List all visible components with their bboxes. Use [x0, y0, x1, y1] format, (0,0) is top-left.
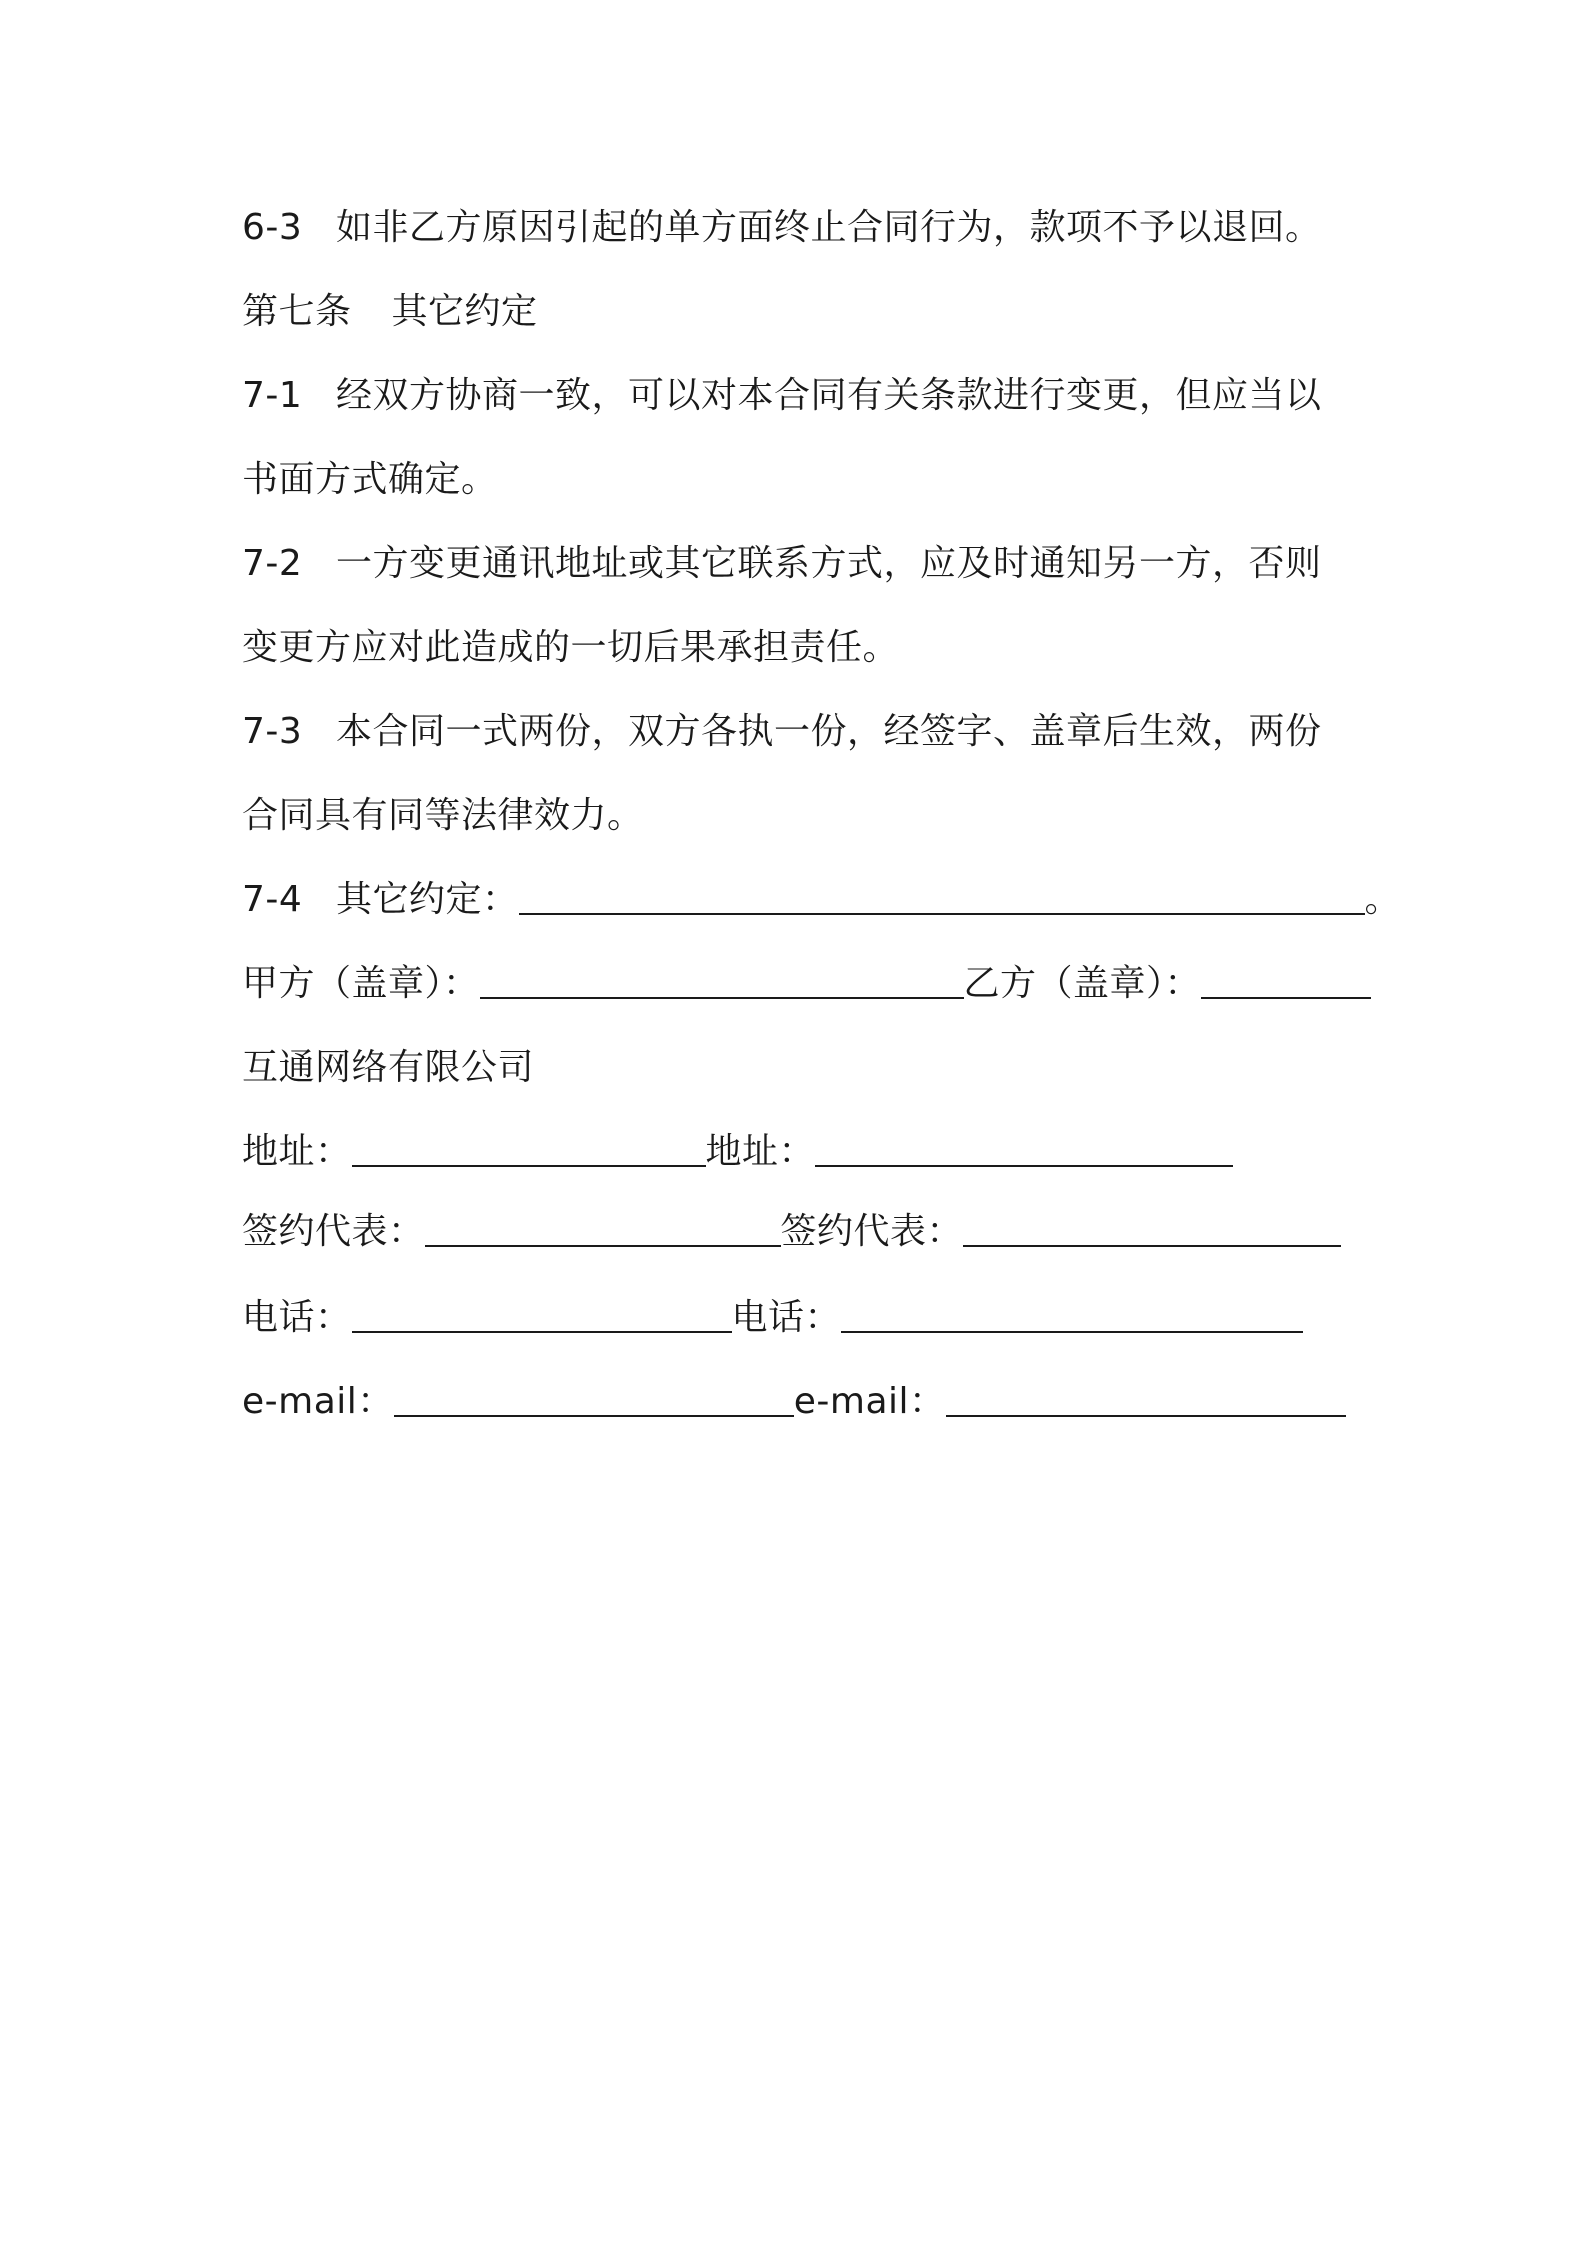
party-a-phone-label: 电话： [242, 1297, 352, 1338]
party-b-email-blank[interactable] [946, 1385, 1346, 1417]
phone-row [242, 1296, 1303, 1340]
email-row [242, 1380, 1346, 1424]
party-b-address-label: 地址： [705, 1131, 816, 1172]
party-a-phone-blank[interactable] [352, 1301, 732, 1333]
clause-7-4 [242, 878, 1401, 922]
party-a-rep-label: 签约代表： [242, 1211, 425, 1252]
clause-text: 经双方协商一致，可以对本合同有关条款进行变更，但应当以 [336, 375, 1322, 416]
party-b-stamp-blank[interactable] [1201, 967, 1371, 999]
clause-7-1-line1 [242, 374, 1322, 418]
clause-number: 6-3 [242, 207, 303, 248]
clause-7-3-line2 [242, 794, 644, 838]
address-row [242, 1130, 1233, 1174]
clause-7-1-line2 [242, 458, 498, 502]
party-a-rep-blank[interactable] [425, 1215, 781, 1247]
clause-7-3-line1 [242, 710, 1322, 754]
clause-number: 7-1 [242, 375, 303, 416]
party-a-stamp-blank[interactable] [480, 967, 964, 999]
company-name-row [242, 1046, 534, 1090]
clause-text: 一方变更通讯地址或其它联系方式，应及时通知另一方，否则 [336, 543, 1322, 584]
clause-7-2-line1 [242, 542, 1322, 586]
representative-row [242, 1210, 1341, 1254]
party-a-company-name: 互通网络有限公司 [242, 1047, 535, 1088]
clause-text: 本合同一式两份，双方各执一份，经签字、盖章后生效，两份 [336, 711, 1322, 752]
article-7-heading [242, 290, 538, 334]
clause-number: 7-3 [242, 711, 303, 752]
party-b-stamp-label: 乙方（盖章）： [963, 963, 1202, 1004]
party-b-email-label: e-mail： [793, 1381, 946, 1422]
party-b-phone-label: 电话： [731, 1297, 842, 1338]
party-b-address-blank[interactable] [815, 1135, 1233, 1167]
clause-7-2-line2 [242, 626, 899, 670]
clause-number: 7-2 [242, 543, 303, 584]
other-agreement-blank[interactable] [519, 883, 1365, 915]
party-a-address-blank[interactable] [352, 1135, 706, 1167]
party-b-rep-label: 签约代表： [780, 1211, 964, 1252]
party-a-email-blank[interactable] [394, 1385, 794, 1417]
party-a-address-label: 地址： [242, 1131, 352, 1172]
clause-6-3 [242, 206, 1322, 250]
party-b-rep-blank[interactable] [963, 1215, 1341, 1247]
clause-text: 变更方应对此造成的一切后果承担责任。 [242, 627, 900, 668]
clause-end-mark: 。 [1364, 879, 1402, 920]
other-agreement-label: 其它约定： [336, 879, 519, 920]
party-stamp-row [242, 962, 1371, 1006]
clause-text: 合同具有同等法律效力。 [242, 795, 644, 836]
article-title: 其它约定 [391, 291, 538, 332]
article-label: 第七条 [242, 291, 352, 332]
clause-text: 如非乙方原因引起的单方面终止合同行为，款项不予以退回。 [336, 207, 1322, 248]
party-a-email-label: e-mail： [242, 1381, 394, 1422]
party-b-phone-blank[interactable] [841, 1301, 1303, 1333]
clause-text: 书面方式确定。 [242, 459, 498, 500]
clause-number: 7-4 [242, 879, 303, 920]
party-a-stamp-label: 甲方（盖章）： [242, 963, 480, 1004]
